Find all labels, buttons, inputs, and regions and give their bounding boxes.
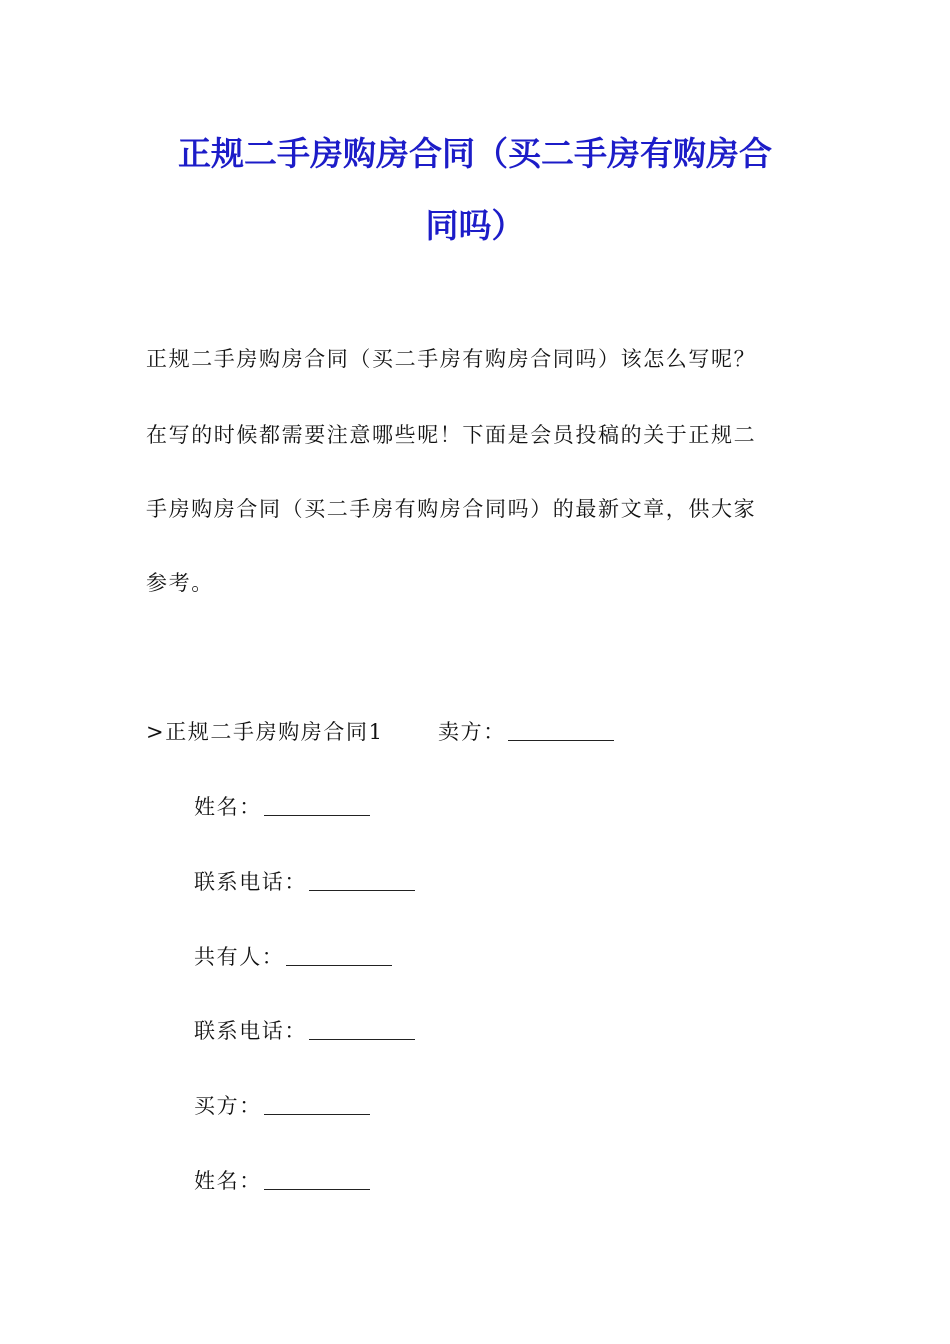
field-label: 买方： [194, 1094, 262, 1118]
intro-line-2: 在写的时候都需要注意哪些呢！下面是会员投稿的关于正规二 [146, 423, 757, 447]
field-label: 联系电话： [194, 870, 307, 894]
section-heading-text: >正规二手房购房合同1 [146, 720, 384, 744]
intro-line-3: 手房购房合同（买二手房有购房合同吗）的最新文章，供大家 [146, 497, 757, 521]
form-field-phone-2 [194, 1016, 415, 1046]
intro-line-4: 参考。 [146, 571, 214, 595]
form-field-name [194, 792, 370, 822]
seller-blank[interactable] [508, 720, 614, 741]
field-blank[interactable] [309, 870, 415, 891]
field-blank[interactable] [264, 1094, 370, 1115]
form-field-phone [194, 867, 415, 897]
field-label: 联系电话： [194, 1019, 307, 1043]
field-blank[interactable] [264, 1169, 370, 1190]
field-blank[interactable] [264, 795, 370, 816]
seller-field [438, 717, 614, 747]
field-blank[interactable] [309, 1019, 415, 1040]
contract-section-heading [146, 717, 506, 747]
form-field-buyer [194, 1091, 370, 1121]
field-blank[interactable] [286, 945, 392, 966]
form-field-co-owner [194, 942, 392, 972]
field-label: 姓名： [194, 795, 262, 819]
intro-line-1: 正规二手房购房合同（买二手房有购房合同吗）该怎么写呢？ [146, 347, 757, 371]
title-line-1: 正规二手房购房合同（买二手房有购房合 [178, 134, 772, 173]
field-label: 共有人： [194, 945, 285, 969]
field-label: 姓名： [194, 1169, 262, 1193]
seller-label: 卖方： [438, 720, 506, 744]
title-line-2: 同吗） [425, 206, 525, 245]
form-field-name-2 [194, 1166, 370, 1196]
